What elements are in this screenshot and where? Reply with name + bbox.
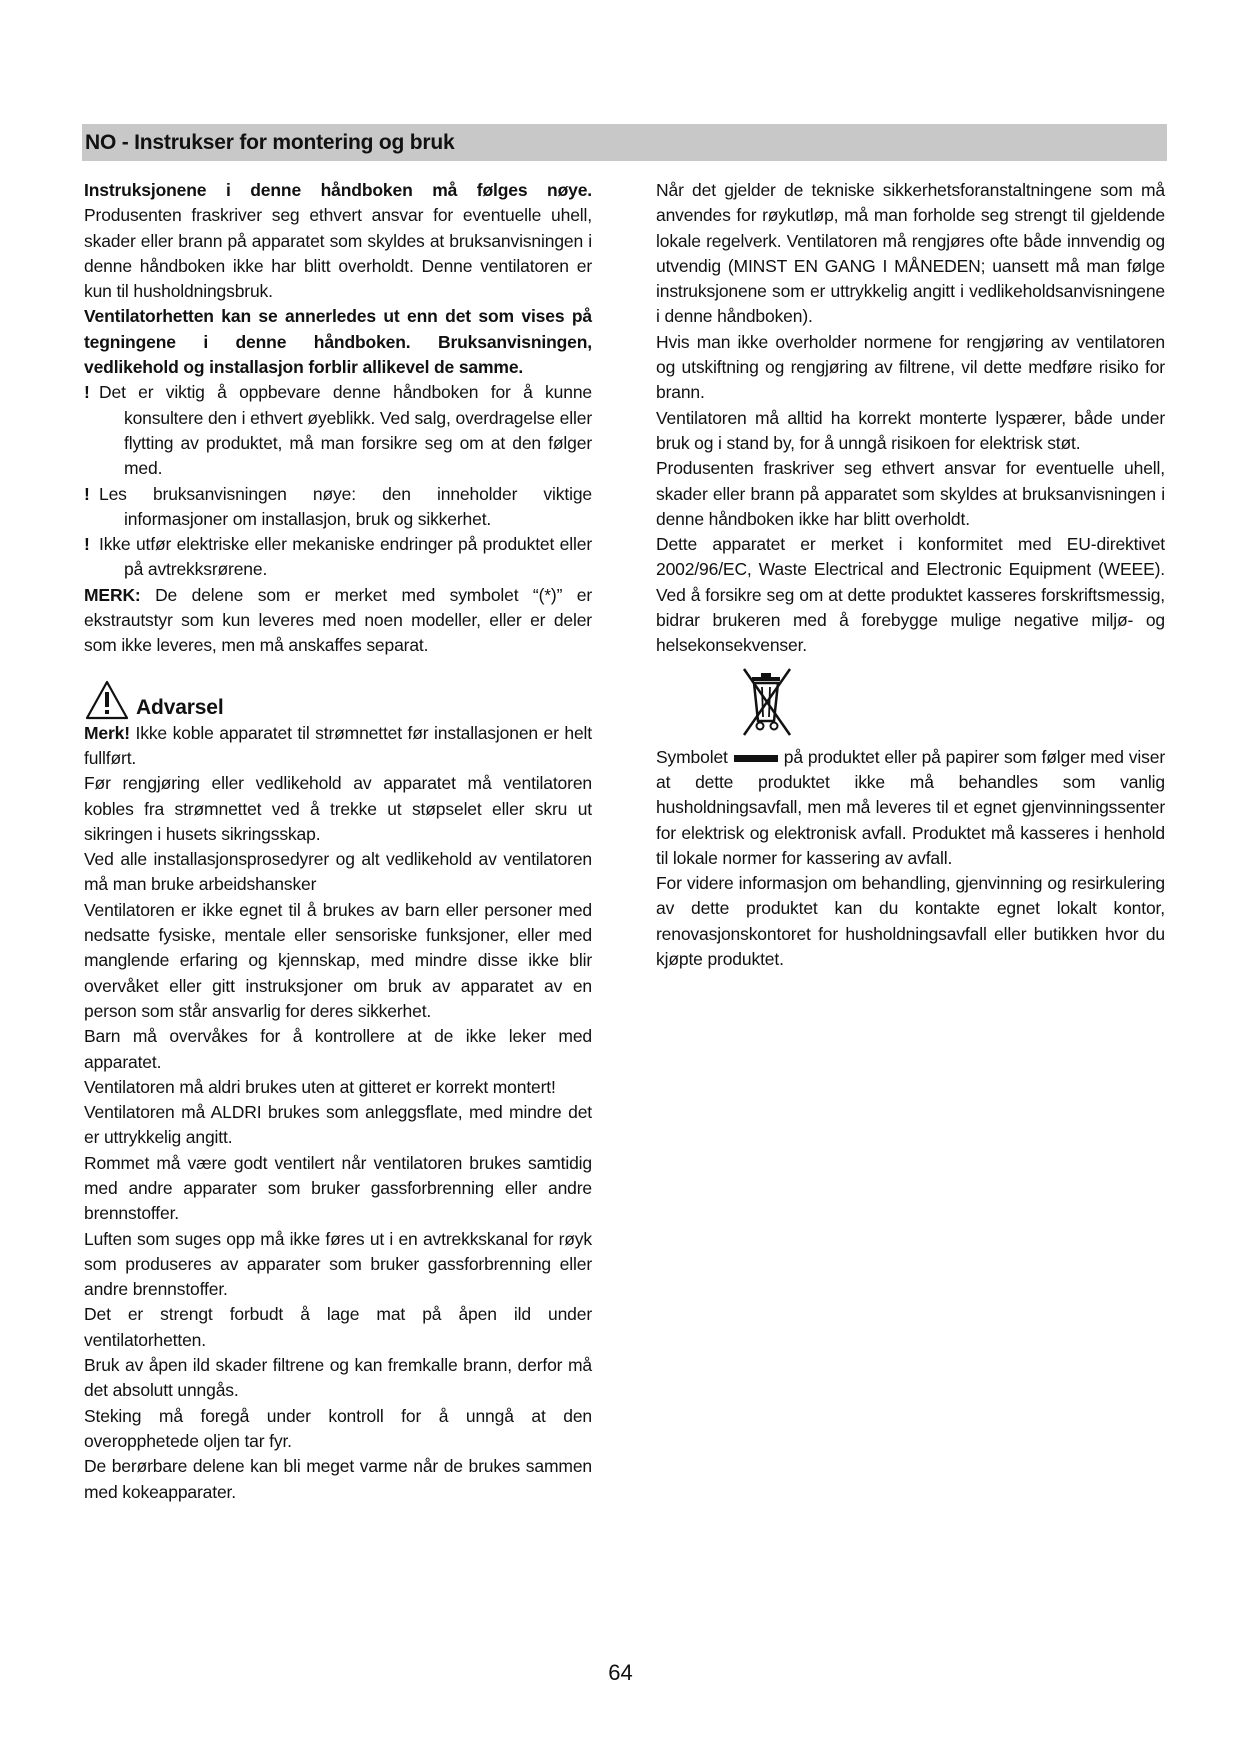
intro-paragraph — [84, 178, 592, 304]
exclamation-icon: ! — [84, 483, 90, 504]
safety-paragraph: Produsenten fraskriver seg ethvert ansvar for eventuelle uhell, skader eller brann på apparatet som skyldes at bruksanvisningen i denne håndboken ikke har blitt overholdt. — [656, 458, 1165, 529]
appearance-note: Ventilatorhetten kan se annerledes ut enn det som vises på tegningene i denne håndboken. Bruksanvisningen, vedlikehold og installasjon forblir allikevel de samme. — [84, 306, 592, 378]
safety-paragraph: Hvis man ikke overholder normene for rengjøring av ventilatoren og utskiftning og rengjøring av filtrene, vil dette medføre risiko for brann. — [656, 331, 1165, 403]
warning-heading — [84, 679, 592, 721]
section-title: NO - Instrukser for montering og bruk — [85, 131, 455, 154]
note-text: De delene som er merket med symbolet “(*)” er ekstrautstyr som kun leveres med noen modeller, eller er deler som ikke leveres, men må anskaffes separat. — [84, 584, 592, 656]
safety-paragraph: Ventilatoren må aldri brukes uten at gitteret er korrekt montert! — [84, 1076, 556, 1097]
safety-paragraph: Når det gjelder de tekniske sikkerhetsforanstaltningene som må anvendes for røykutløp, må man forholde seg strengt til gjeldende lokale regelverk. Ventilatoren må rengjøres ofte både innvendig og utvendig (MINST EN GANG I MÅNEDEN; uansett må man følge instruksjonene som er uttrykkelig angitt i vedlikeholdsanvisningene i denne håndboken). — [656, 180, 1165, 327]
exclamation-icon: ! — [84, 382, 90, 403]
warning-text: Ikke koble apparatet til strømnettet før installasjonen er helt fullført. — [84, 722, 592, 768]
bullet-text: Les bruksanvisningen nøye: den inneholder viktige informasjoner om installasjon, bruk og sikkerhet. — [99, 483, 592, 529]
symbol-text-pre: Symbolet — [656, 746, 728, 767]
bullet-item — [84, 532, 592, 583]
warning-triangle-icon — [84, 679, 130, 721]
safety-paragraph: Rommet må være godt ventilert når ventilatoren brukes samtidig med andre apparater som bruker gassforbrenning eller andre brennstoffer. — [84, 1152, 592, 1224]
bullet-text: Ikke utfør elektriske eller mekaniske endringer på produktet eller på avtrekksrørene. — [99, 534, 592, 580]
safety-paragraph: Bruk av åpen ild skader filtrene og kan fremkalle brann, derfor må det absolutt unngås. — [84, 1355, 592, 1401]
safety-paragraph: Før rengjøring eller vedlikehold av apparatet må ventilatoren kobles fra strømnettet ved å trekke ut støpselet eller skru ut sikringen i husets sikringsskap. — [84, 773, 592, 844]
note-label: MERK: — [84, 584, 141, 605]
page-number: 64 — [608, 1660, 633, 1685]
safety-paragraph: Ventilatoren er ikke egnet til å brukes av barn eller personer med nedsatte fysiske, mentale eller sensoriske funksjoner, eller med manglende erfaring og kjennskap, med mindre disse ikke blir overvåket eller gitt instruksjoner om bruk av apparatet av en person som står ansvarlig for deres sikkerhet. — [84, 899, 592, 1021]
safety-paragraph: Ventilatoren må ALDRI brukes som anleggsflate, med mindre det er uttrykkelig angitt. — [84, 1102, 592, 1148]
symbol-paragraph — [656, 745, 1165, 871]
safety-paragraph: Det er strengt forbudt å lage mat på åpen ild under ventilatorhetten. — [84, 1304, 592, 1350]
warning-paragraph — [84, 721, 592, 772]
left-column — [84, 178, 592, 1505]
recycling-info-paragraph: For videre informasjon om behandling, gjenvinning og resirkulering av dette produktet kan du kontakte egnet lokalt kontor, renovasjonskontoret for husholdningsavfall eller butikken hvor du kjøpte produktet. — [656, 873, 1165, 970]
bullet-item — [84, 482, 592, 533]
section-header — [82, 124, 1167, 161]
black-bar-symbol — [734, 755, 778, 762]
bullet-item — [84, 380, 592, 481]
safety-paragraph: Luften som suges opp må ikke føres ut i en avtrekkskanal for røyk som produseres av apparater som bruker gassforbrenning eller andre brennstoffer. — [84, 1228, 592, 1300]
symbol-text-post: på produktet eller på papirer som følger med viser at dette produktet ikke må behandles som vanlig husholdningsavfall, men må leveres til et egnet gjenvinningssenter for elektrisk og elektronisk avfall. Produktet må kasseres i henhold til lokale normer for kassering av avfall. — [656, 746, 1165, 868]
safety-paragraph: Ved alle installasjonsprosedyrer og alt vedlikehold av ventilatoren må man bruke arbeidshansker — [84, 849, 592, 895]
weee-paragraph: Dette apparatet er merket i konformitet med EU-direktivet 2002/96/EC, Waste Electrical and Electronic Equipment (WEEE). Ved å forsikre seg om at dette produktet kasseres forskriftsmessig, bidrar brukeren med å forebygge mulige negative miljø- og helsekonsekvenser. — [656, 534, 1165, 656]
exclamation-icon: ! — [84, 534, 90, 555]
crossed-bin-icon — [736, 663, 796, 743]
warning-title: Advarsel — [136, 695, 224, 719]
intro-text: Produsenten fraskriver seg ethvert ansvar for eventuelle uhell, skader eller brann på apparatet som skyldes at bruksanvisningen i denne håndboken ikke har blitt overholdt. Denne ventilatoren er kun til husholdningsbruk. — [84, 205, 592, 302]
safety-paragraph: De berørbare delene kan bli meget varme når de brukes sammen med kokeapparater. — [84, 1456, 592, 1502]
weee-symbol-area — [656, 663, 1165, 745]
warning-label: Merk! — [84, 722, 130, 743]
safety-paragraph: Steking må foregå under kontroll for å unngå at den overopphetede oljen tar fyr. — [84, 1405, 592, 1451]
right-column — [656, 178, 1165, 972]
note-paragraph — [84, 583, 592, 659]
bullet-text: Det er viktig å oppbevare denne håndboken for å kunne konsultere den i ethvert øyeblikk. Ved salg, overdragelse eller flytting av produktet, må man forsikre seg om at den følger med. — [99, 382, 592, 479]
intro-bold: Instruksjonene i denne håndboken må følges nøye. — [84, 180, 592, 200]
safety-paragraph: Barn må overvåkes for å kontrollere at de ikke leker med apparatet. — [84, 1026, 592, 1072]
safety-paragraph: Ventilatoren må alltid ha korrekt monterte lyspærer, både under bruk og i stand by, for å unngå risikoen for elektrisk støt. — [656, 407, 1165, 453]
